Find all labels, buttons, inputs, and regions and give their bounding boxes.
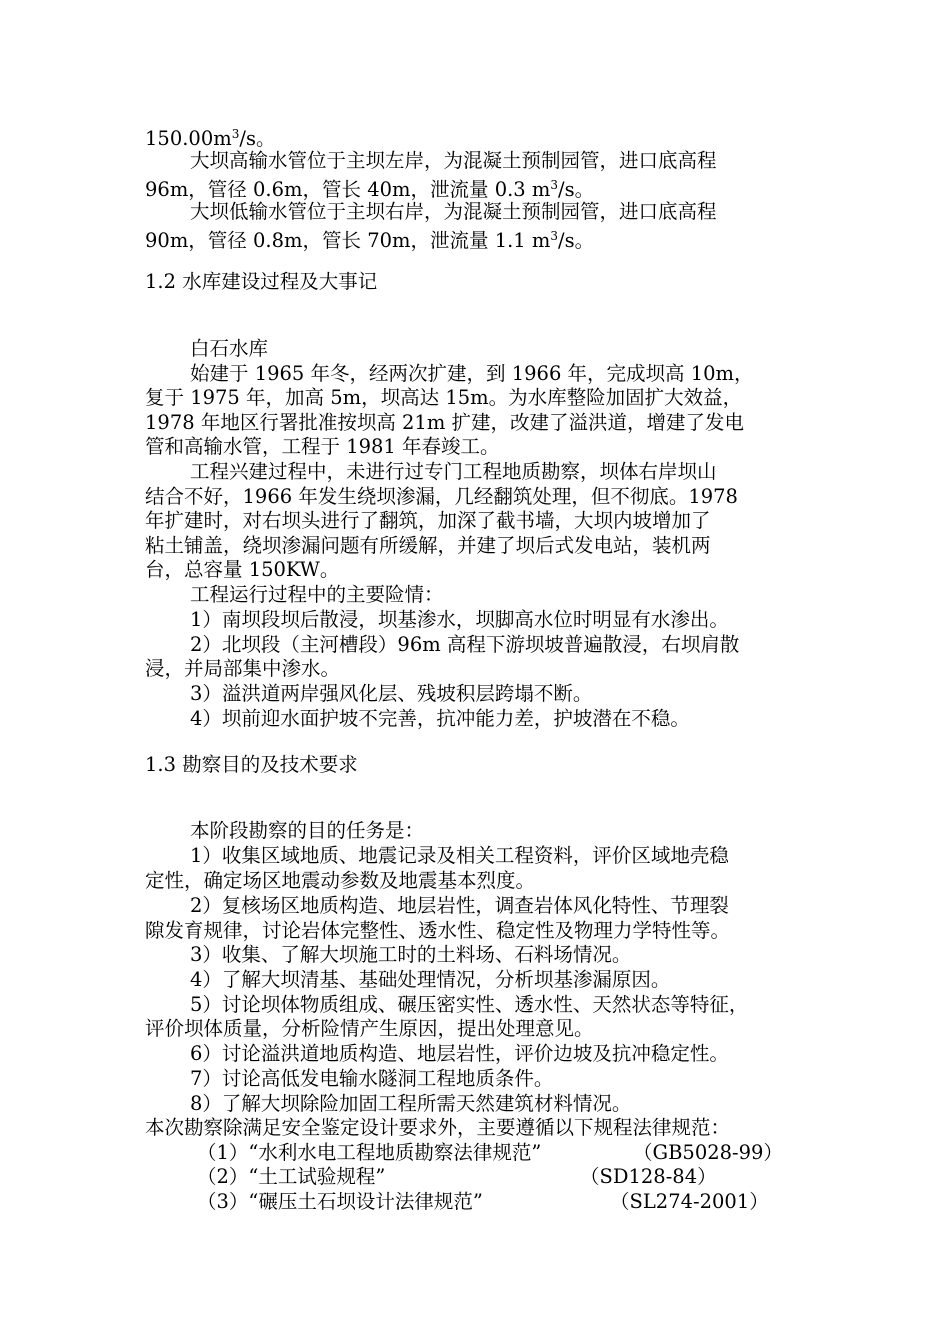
- list-item: 4）坝前迎水面护坡不完善，抗冲能力差，护坡潜在不稳。: [190, 707, 690, 730]
- list-item: 1）南坝段坝后散浸，坝基渗水，坝脚高水位时明显有水渗出。: [190, 608, 729, 631]
- text-run: /s。: [239, 127, 276, 150]
- standard-item: [197, 1189, 769, 1214]
- section-heading: 1.3 勘察目的及技术要求: [145, 753, 358, 776]
- paragraph-line: 粘土铺盖，绕坝渗漏问题有所缓解，并建了坝后式发电站，装机两: [145, 534, 711, 557]
- standard-item: [197, 1140, 783, 1165]
- standard-name: （1）“水利水电工程地质勘察法律规范”: [197, 1141, 542, 1164]
- list-item: 浸，并局部集中渗水。: [145, 657, 341, 680]
- reservoir-name: 白石水库: [190, 337, 269, 360]
- paragraph-line: 大坝低输水管位于主坝右岸，为混凝土预制园管，进口底高程: [190, 200, 717, 223]
- paragraph-line: 1978 年地区行署批准按坝高 21m 扩建，改建了溢洪道，增建了发电: [145, 411, 745, 434]
- list-item: 7）讨论高低发电输水隧洞工程地质条件。: [190, 1067, 554, 1090]
- list-title: 本阶段勘察的目的任务是：: [190, 819, 425, 842]
- list-title: 工程运行过程中的主要险情：: [190, 583, 444, 606]
- list-item: 1）收集区域地质、地震记录及相关工程资料，评价区域地壳稳: [190, 844, 729, 867]
- text-run: /s。: [558, 229, 595, 252]
- list-item: 3）收集、了解大坝施工时的土料场、石料场情况。: [190, 943, 632, 966]
- list-item: 8）了解大坝除险加固工程所需天然建筑材料情况。: [190, 1092, 632, 1115]
- list-item: 隙发育规律，讨论岩体完整性、透水性、稳定性及物理力学特性等。: [145, 919, 731, 942]
- text-run: 150.00m: [145, 127, 232, 150]
- paragraph-line: 复于 1975 年，加高 5m，坝高达 15m。为水库整险加固扩大效益，: [145, 386, 743, 409]
- standard-code: （SD128-84）: [580, 1165, 717, 1188]
- list-item: 2）复核场区地质构造、地层岩性，调查岩体风化特性、节理裂: [190, 894, 729, 917]
- paragraph-line: 年扩建时，对右坝头进行了翻筑，加深了截书墙，大坝内坡增加了: [145, 509, 711, 532]
- list-item: 6）讨论溢洪道地质构造、地层岩性，评价边坡及抗冲稳定性。: [190, 1042, 729, 1065]
- text-run: /s。: [558, 178, 595, 201]
- list-item: 定性，确定场区地震动参数及地震基本烈度。: [145, 869, 536, 892]
- text-run: 96m，管径 0.6m，管长 40m，泄流量 0.3 m: [145, 178, 551, 201]
- superscript: 3: [550, 229, 559, 243]
- standard-name: （2）“土工试验规程”: [197, 1165, 386, 1188]
- standard-code: （GB5028-99）: [633, 1141, 783, 1164]
- paragraph-line: 本次勘察除满足安全鉴定设计要求外，主要遵循以下规程法律规范：: [145, 1116, 731, 1139]
- standard-code: （SL274-2001）: [610, 1190, 769, 1213]
- superscript: 3: [231, 127, 240, 141]
- paragraph-line: 工程兴建过程中，未进行过专门工程地质勘察，坝体右岸坝山: [190, 460, 717, 483]
- paragraph-line: 管和高输水管，工程于 1981 年春竣工。: [145, 435, 500, 458]
- standard-item: [197, 1164, 717, 1189]
- paragraph-line: [145, 224, 594, 253]
- list-item: 5）讨论坝体物质组成、碾压密实性、透水性、天然状态等特征，: [190, 993, 749, 1016]
- paragraph-line: [145, 173, 594, 202]
- paragraph-line: 始建于 1965 年冬，经两次扩建，到 1966 年，完成坝高 10m，: [190, 362, 754, 385]
- paragraph-line: 大坝高输水管位于主坝左岸，为混凝土预制园管，进口底高程: [190, 149, 717, 172]
- paragraph-line: 台，总容量 150KW。: [145, 558, 340, 581]
- list-item: 评价坝体质量，分析险情产生原因，提出处理意见。: [145, 1017, 594, 1040]
- section-heading: 1.2 水库建设过程及大事记: [145, 270, 378, 293]
- list-item: 2）北坝段（主河槽段）96m 高程下游坝坡普遍散浸，右坝肩散: [190, 633, 740, 656]
- intro-line-flow: [145, 122, 275, 151]
- standard-name: （3）“碾压土石坝设计法律规范”: [197, 1190, 483, 1213]
- list-item: 4）了解大坝清基、基础处理情况，分析坝基渗漏原因。: [190, 968, 671, 991]
- paragraph-line: 结合不好，1966 年发生绕坝渗漏，几经翻筑处理，但不彻底。1978: [145, 485, 738, 508]
- list-item: 3）溢洪道两岸强风化层、残坡积层跨塌不断。: [190, 682, 593, 705]
- superscript: 3: [550, 178, 559, 192]
- text-run: 90m，管径 0.8m，管长 70m，泄流量 1.1 m: [145, 229, 551, 252]
